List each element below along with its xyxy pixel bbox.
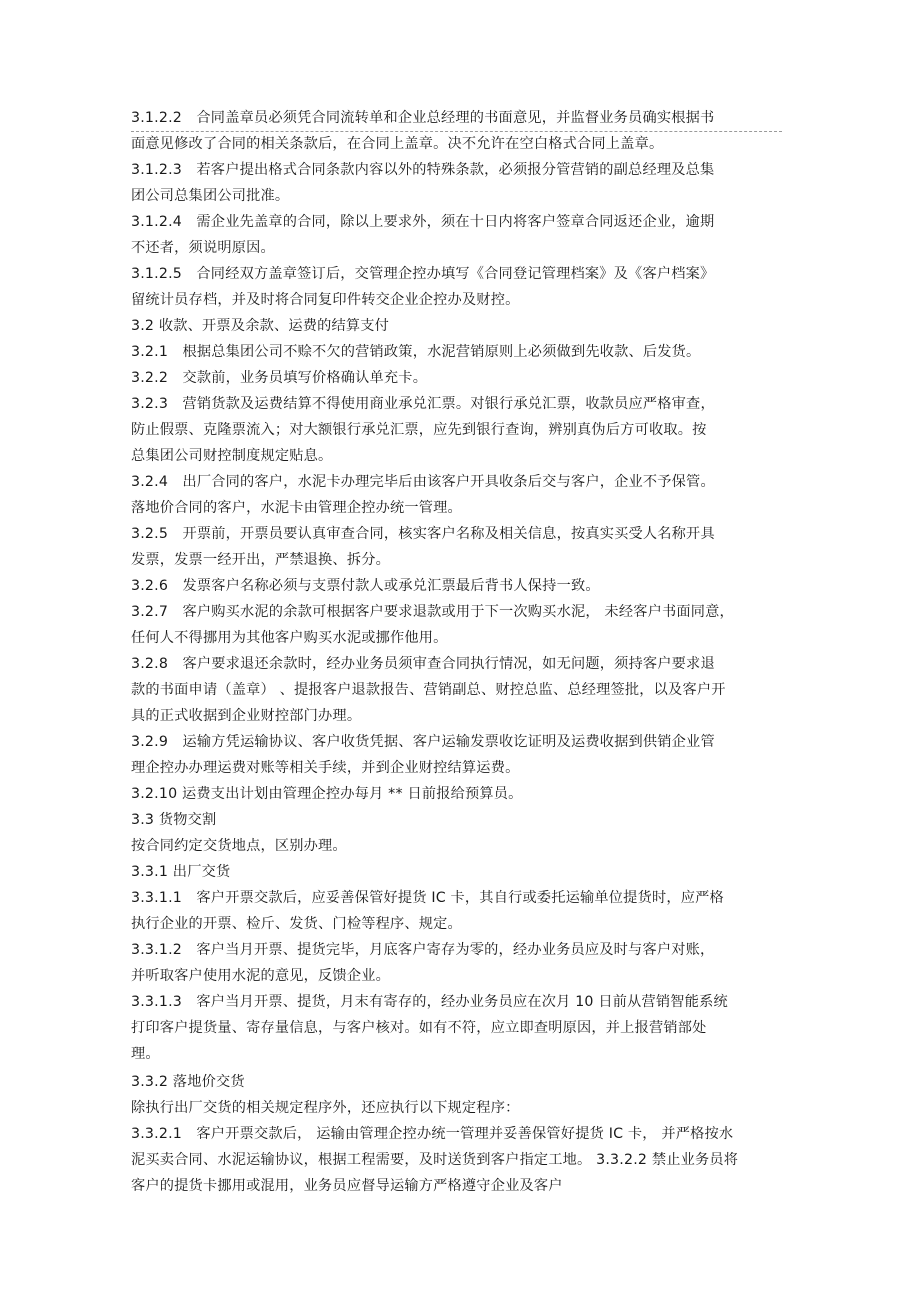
- text-line: 客户的提货卡挪用或混用，业务员应督导运输方严格遵守企业及客户: [131, 1178, 563, 1194]
- text-line: 3.2.2 交款前，业务员填写价格确认单充卡。: [131, 370, 428, 386]
- text-line: 款的书面申请（盖章） 、提报客户退款报告、营销副总、财控总监、总经理签批，以及客户开: [131, 682, 726, 698]
- text-line: 总集团公司财控制度规定贴息。: [131, 448, 333, 464]
- section-heading: 3.3 货物交割: [131, 812, 217, 828]
- text-line: 3.2.8 客户要求退还余款时，经办业务员须审查合同执行情况，如无问题，须持客户要求退: [131, 656, 715, 672]
- text-line: 3.2.6 发票客户名称必须与支票付款人或承兑汇票最后背书人保持一致。: [131, 578, 600, 594]
- header-divider: [131, 131, 782, 132]
- text-line: 具的正式收据到企业财控部门办理。: [131, 708, 362, 724]
- text-line: 3.3.1.2 客户当月开票、提货完毕，月底客户寄存为零的，经办业务员应及时与客户对账，: [131, 942, 715, 958]
- text-line: 发票，发票一经开出，严禁退换、拆分。: [131, 552, 390, 568]
- text-line: 3.1.2.2 合同盖章员必须凭合同流转单和企业总经理的书面意见，并监督业务员确实根据书: [131, 110, 715, 126]
- text-line: 3.2.5 开票前，开票员要认真审查合同，核实客户名称及相关信息，按真实买受人名称开具: [131, 526, 715, 542]
- text-line: 团公司总集团公司批准。: [131, 188, 290, 204]
- text-line: 3.2.4 出厂合同的客户，水泥卡办理完毕后由该客户开具收条后交与客户，企业不予保管。: [131, 474, 715, 490]
- text-line: 除执行出厂交货的相关规定程序外，还应执行以下规定程序：: [131, 1100, 520, 1116]
- text-line: 3.2.10 运费支出计划由管理企控办每月 ** 日前报给预算员。: [131, 786, 523, 802]
- text-line: 3.2.3 营销货款及运费结算不得使用商业承兑汇票。对银行承兑汇票，收款员应严格审查，: [131, 396, 715, 412]
- text-line: 面意见修改了合同的相关条款后，在合同上盖章。决不允许在空白格式合同上盖章。: [131, 136, 664, 152]
- text-line: 按合同约定交货地点，区别办理。: [131, 838, 347, 854]
- text-line: 理。: [131, 1046, 160, 1062]
- text-line: 3.2.9 运输方凭运输协议、客户收货凭据、客户运输发票收讫证明及运费收据到供销企业管: [131, 734, 715, 750]
- text-line: 并听取客户使用水泥的意见，反馈企业。: [131, 968, 390, 984]
- text-line: 不还者，须说明原因。: [131, 240, 275, 256]
- text-line: 3.1.2.4 需企业先盖章的合同，除以上要求外，须在十日内将客户签章合同返还企业，逾期: [131, 214, 715, 230]
- text-line: 执行企业的开票、检斤、发货、门检等程序、规定。: [131, 916, 462, 932]
- text-line: 留统计员存档，并及时将合同复印件转交企业企控办及财控。: [131, 292, 520, 308]
- text-line: 3.3.1.3 客户当月开票、提货，月末有寄存的，经办业务员应在次月 10 日前从营销智能系统: [131, 994, 728, 1010]
- text-line: 泥买卖合同、水泥运输协议，根据工程需要，及时送货到客户指定工地。 3.3.2.2 禁止业务员将: [131, 1152, 739, 1168]
- text-line: 任何人不得挪用为其他客户购买水泥或挪作他用。: [131, 630, 448, 646]
- text-line: 防止假票、克隆票流入；对大额银行承兑汇票，应先到银行查询，辨别真伪后方可收取。按: [131, 422, 707, 438]
- text-line: 3.1.2.5 合同经双方盖章签订后，交管理企控办填写《合同登记管理档案》及《客户档案》: [131, 266, 715, 282]
- text-line: 3.3.2.1 客户开票交款后， 运输由管理企控办统一管理并妥善保管好提货 IC 卡， 并严格按水: [131, 1126, 734, 1142]
- text-line: 3.1.2.3 若客户提出格式合同条款内容以外的特殊条款，必须报分管营销的副总经理及总集: [131, 162, 715, 178]
- text-line: 打印客户提货量、寄存量信息，与客户核对。如有不符，应立即查明原因，并上报营销部处: [131, 1020, 707, 1036]
- text-line: 3.3.1.1 客户开票交款后，应妥善保管好提货 IC 卡，其自行或委托运输单位提货时，应严格: [131, 890, 724, 906]
- subsection-heading: 3.3.1 出厂交货: [131, 864, 231, 880]
- text-line: 理企控办办理运费对账等相关手续，并到企业财控结算运费。: [131, 760, 520, 776]
- text-line: 落地价合同的客户，水泥卡由管理企控办统一管理。: [131, 500, 462, 516]
- text-line: 3.2.7 客户购买水泥的余款可根据客户要求退款或用于下一次购买水泥， 未经客户书面同意，: [131, 604, 734, 620]
- section-heading: 3.2 收款、开票及余款、运费的结算支付: [131, 318, 390, 334]
- subsection-heading: 3.3.2 落地价交货: [131, 1074, 245, 1090]
- text-line: 3.2.1 根据总集团公司不赊不欠的营销政策，水泥营销原则上必须做到先收款、后发货。: [131, 344, 701, 360]
